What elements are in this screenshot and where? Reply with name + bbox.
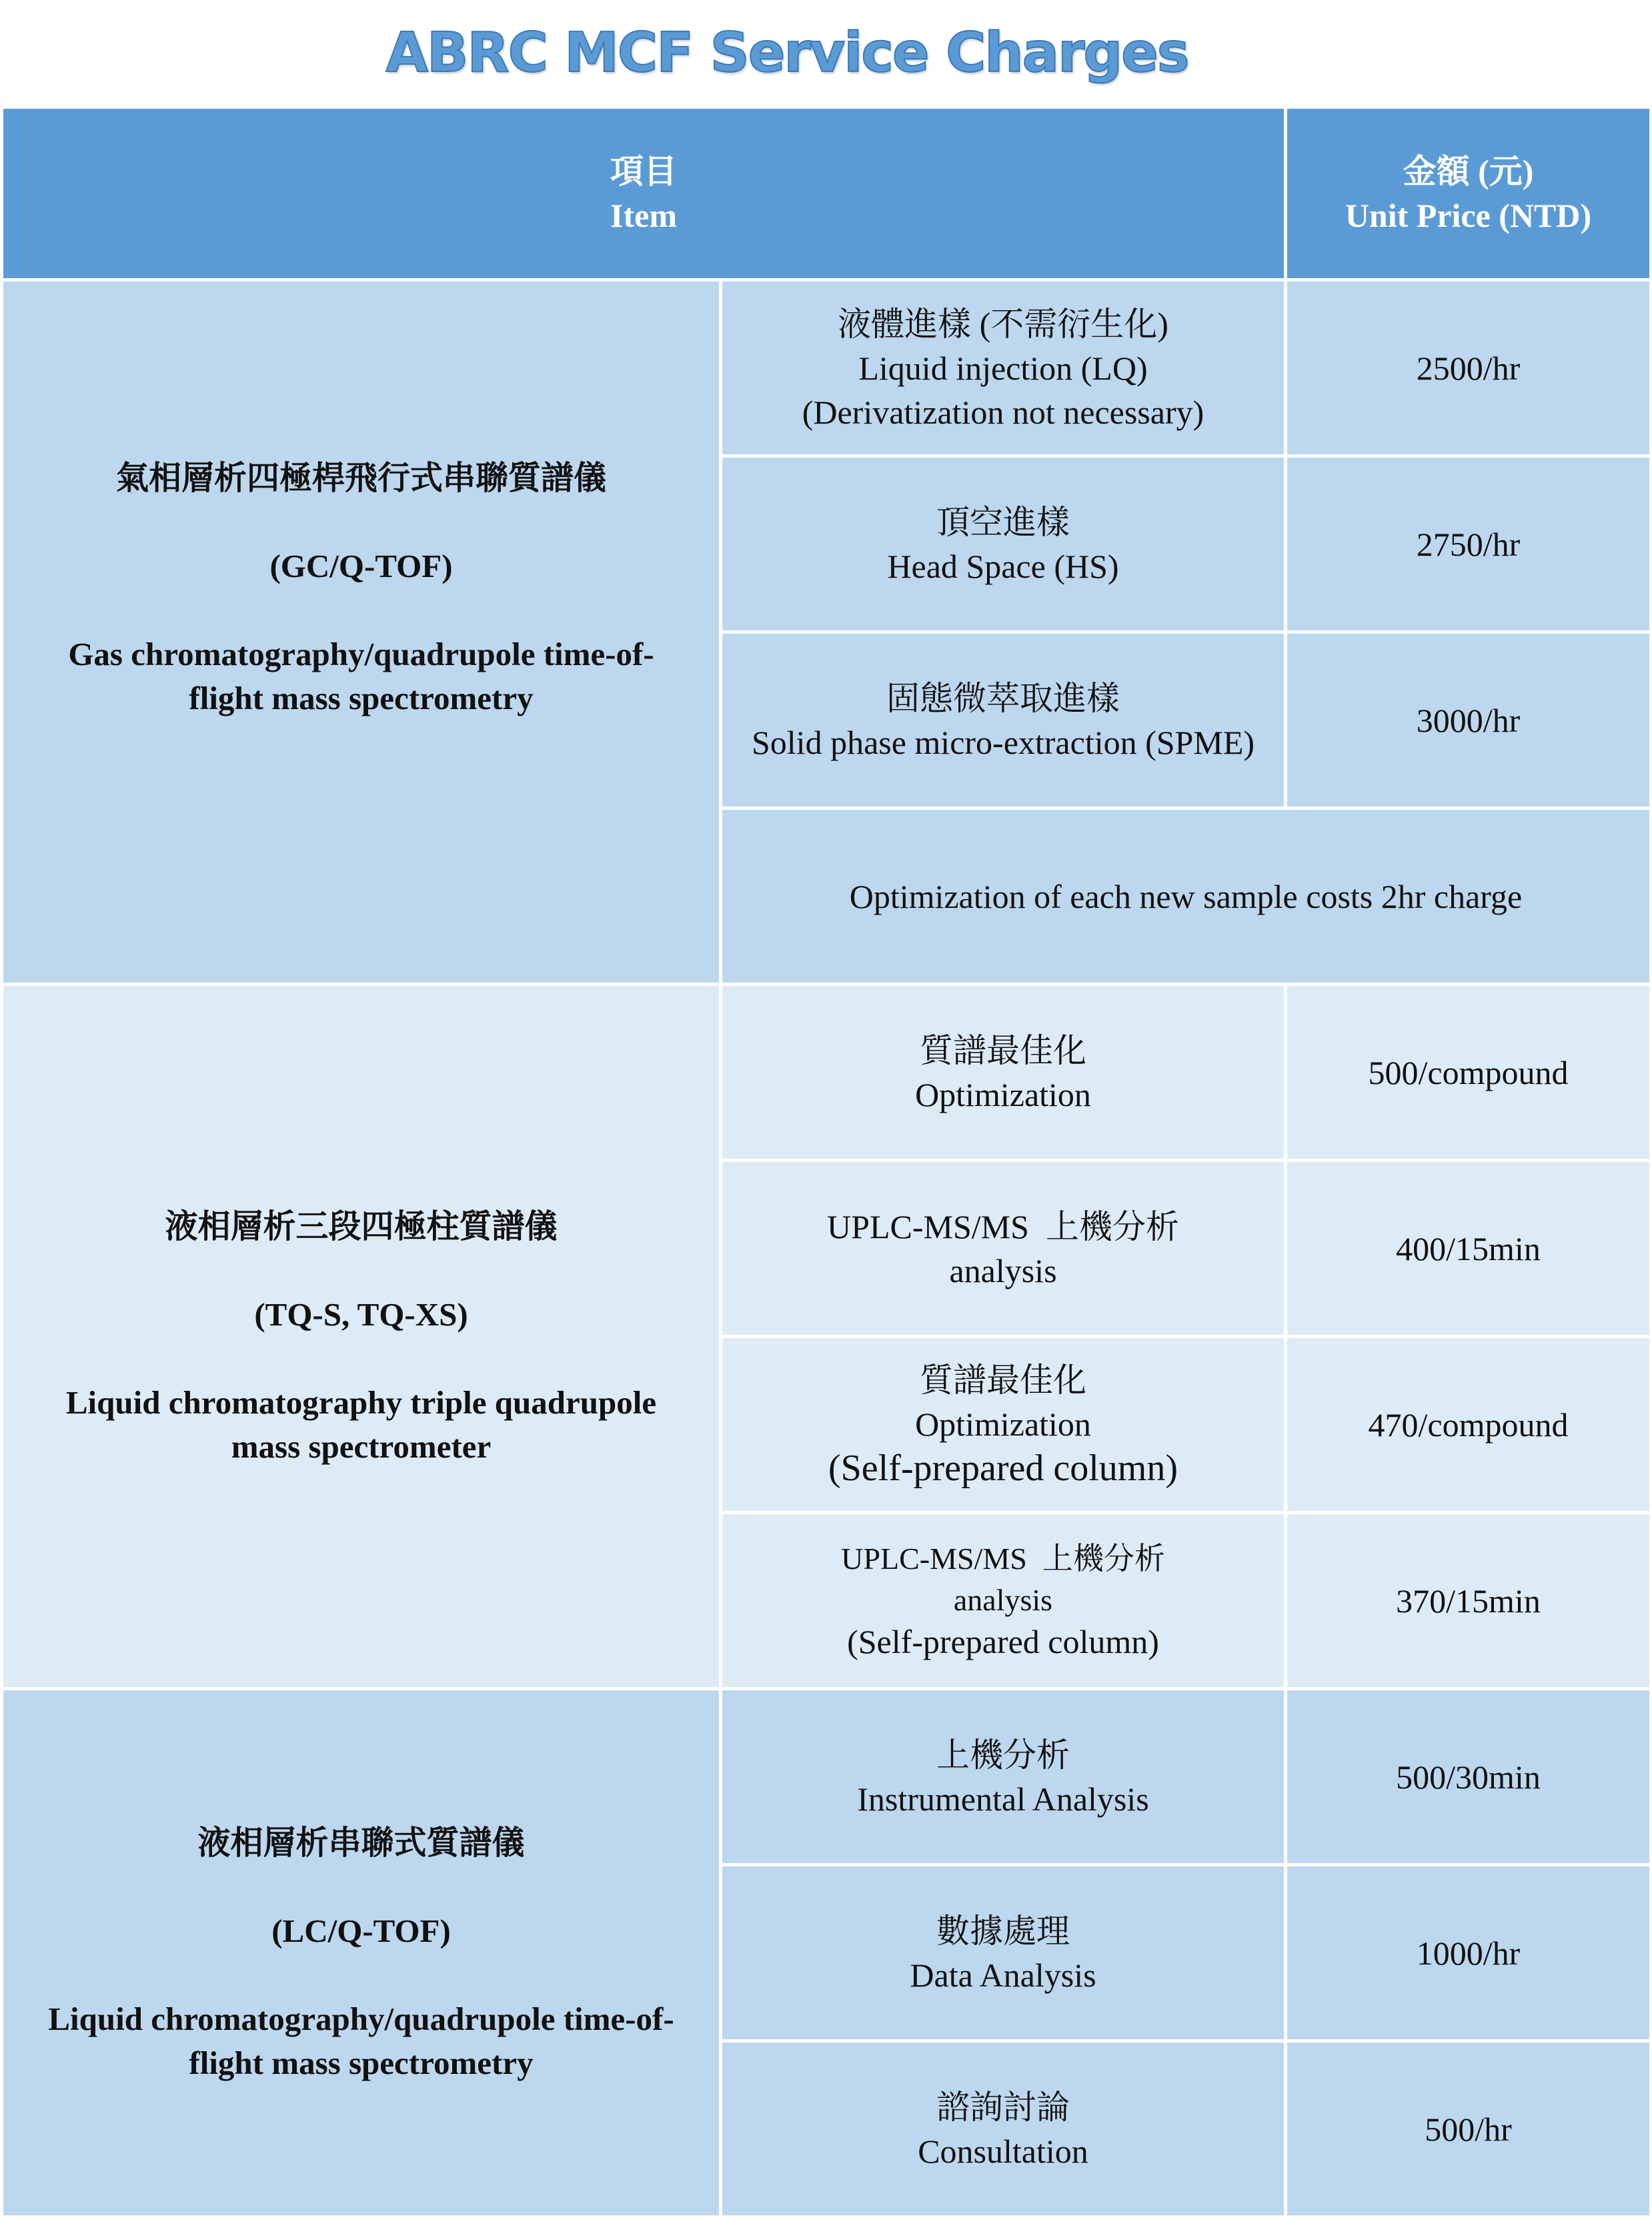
service-zh: 上機分析: [936, 1736, 1070, 1774]
service-price: 370/15min: [1286, 1513, 1651, 1689]
service-note: (Self-prepared column): [828, 1448, 1178, 1489]
instrument-name-en: Liquid chromatography/quadrupole time-of-: [48, 2000, 674, 2037]
service-price: 2500/hr: [1286, 280, 1651, 456]
service-item: [721, 1161, 1286, 1337]
instrument-gc-qtof: [2, 280, 721, 985]
service-en: Instrumental Analysis: [857, 1780, 1149, 1818]
service-price: 500/30min: [1286, 1689, 1651, 1865]
header-price-en: Unit Price (NTD): [1345, 197, 1592, 234]
header-item-en: Item: [610, 197, 677, 234]
service-zh: 固態微萃取進樣: [886, 679, 1120, 717]
service-zh: 液體進樣 (不需衍生化): [838, 305, 1168, 343]
instrument-name-en: flight mass spectrometry: [189, 2044, 534, 2081]
service-price: 500/compound: [1286, 985, 1651, 1161]
service-charges-table: [0, 105, 1652, 2219]
service-item: [721, 1513, 1286, 1689]
instrument-tq: [2, 985, 721, 1689]
service-en: Solid phase micro-extraction (SPME): [751, 723, 1255, 761]
service-item: [721, 1337, 1286, 1513]
service-item: [721, 985, 1286, 1161]
service-en: Optimization: [915, 1406, 1091, 1443]
service-zh: 諮詢討論: [936, 2088, 1070, 2126]
service-zh: UPLC-MS/MS 上機分析: [841, 1541, 1165, 1576]
service-zh: 頂空進樣: [936, 503, 1070, 541]
service-item: [721, 280, 1286, 456]
table-row: [2, 280, 1651, 456]
optimization-note: Optimization of each new sample costs 2hr charge: [721, 808, 1651, 985]
service-price: 400/15min: [1286, 1161, 1651, 1337]
service-price: 1000/hr: [1286, 1865, 1651, 2041]
instrument-abbr: (GC/Q-TOF): [269, 547, 453, 584]
service-item: [721, 1689, 1286, 1865]
header-item: [2, 107, 1286, 280]
header-price-zh: 金額 (元): [1403, 153, 1534, 190]
service-price: 3000/hr: [1286, 632, 1651, 808]
service-price: 500/hr: [1286, 2041, 1651, 2217]
instrument-name-en: Gas chromatography/quadrupole time-of-: [68, 635, 654, 672]
service-item: [721, 1865, 1286, 2041]
header-item-zh: 項目: [610, 153, 677, 190]
instrument-name-en: Liquid chromatography triple quadrupole: [65, 1383, 657, 1421]
instrument-name-en: flight mass spectrometry: [189, 679, 534, 716]
service-zh: 質譜最佳化: [920, 1361, 1086, 1399]
page-title: ABRC MCF Service Charges: [385, 21, 1188, 85]
service-price: 470/compound: [1286, 1337, 1651, 1513]
instrument-name-zh: 氣相層析四極桿飛行式串聯質譜儀: [115, 459, 606, 496]
service-item: [721, 632, 1286, 808]
table-row: [2, 1689, 1651, 1865]
header-price: [1286, 107, 1651, 280]
instrument-abbr: (LC/Q-TOF): [271, 1912, 451, 1949]
instrument-name-en: mass spectrometer: [231, 1428, 492, 1465]
service-zh: 質譜最佳化: [920, 1031, 1086, 1069]
instrument-abbr: (TQ-S, TQ-XS): [254, 1295, 468, 1333]
service-en: analysis: [949, 1251, 1057, 1289]
service-en: Optimization: [915, 1075, 1091, 1113]
service-note: (Self-prepared column): [847, 1622, 1159, 1660]
table-row: [2, 985, 1651, 1161]
service-en: analysis: [953, 1582, 1053, 1617]
service-price: 2750/hr: [1286, 456, 1651, 632]
service-item: [721, 2041, 1286, 2217]
service-note: (Derivatization not necessary): [802, 393, 1204, 431]
service-en: Data Analysis: [910, 1956, 1096, 1994]
table-header-row: [2, 107, 1651, 280]
instrument-name-zh: 液相層析串聯式質譜儀: [197, 1824, 525, 1861]
instrument-lc-qtof: [2, 1689, 721, 2217]
instrument-name-zh: 液相層析三段四極柱質譜儀: [165, 1207, 558, 1245]
service-zh: UPLC-MS/MS 上機分析: [827, 1207, 1179, 1245]
service-item: [721, 456, 1286, 632]
service-en: Head Space (HS): [887, 547, 1119, 585]
service-en: Liquid injection (LQ): [858, 349, 1148, 387]
service-en: Consultation: [918, 2132, 1088, 2170]
service-zh: 數據處理: [936, 1912, 1070, 1950]
